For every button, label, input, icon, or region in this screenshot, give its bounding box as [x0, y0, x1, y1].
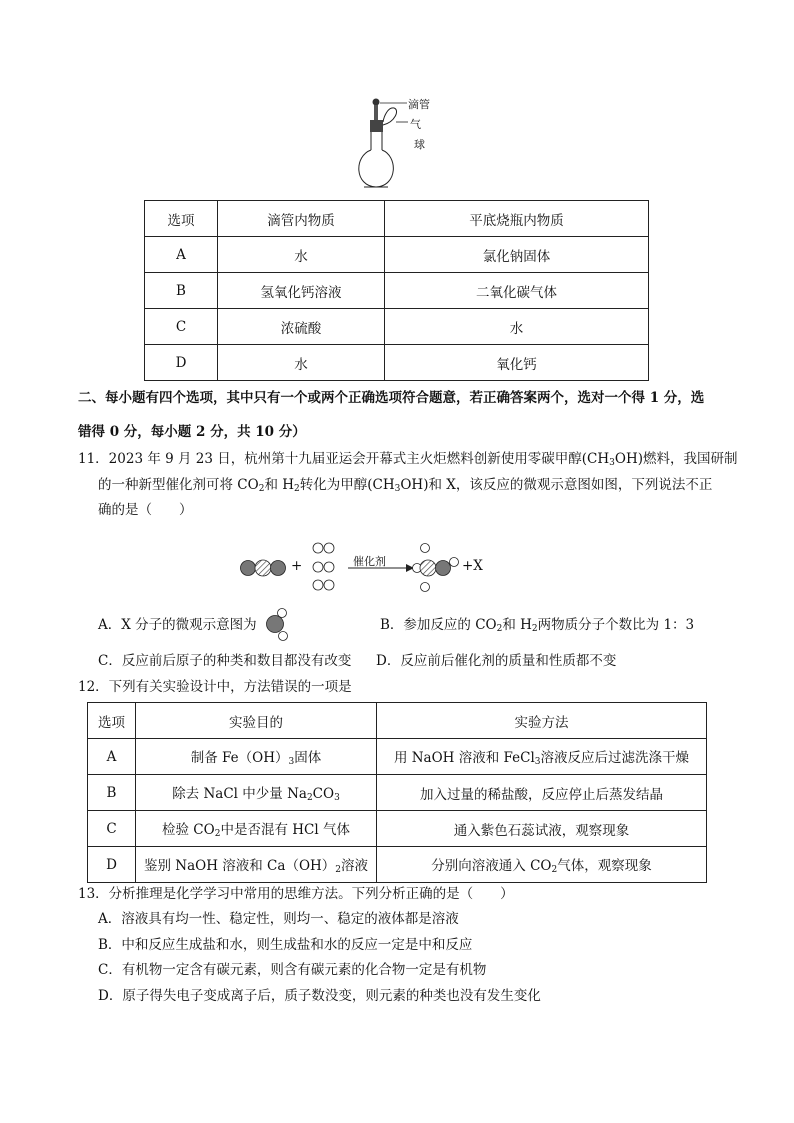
- table-cell: 氯化钠固体: [385, 237, 649, 273]
- catalyst-label: 催化剂: [353, 555, 386, 568]
- table-header: 选项: [88, 703, 136, 739]
- q12-stem: 12．下列有关实验设计中，方法错误的一项是: [78, 679, 352, 695]
- q11-option-c: C．反应前后原子的种类和数目都没有改变: [98, 653, 352, 669]
- table-cell: 通入紫色石蕊试液，观察现象: [377, 811, 707, 847]
- reaction-plus: +: [291, 558, 303, 574]
- table-cell: 制备 $Fe(OH)_3$固体: [136, 739, 377, 775]
- table-cell: D: [145, 345, 218, 381]
- table-row: [145, 309, 649, 345]
- table-header: 实验目的: [136, 703, 377, 739]
- q11-option-b: B．参加反应的 $CO_2$和 $H_2$两物质分子个数比为 1：3: [380, 617, 695, 634]
- q13-option-d: D．原子得失电子变成离子后，质子数没变，则元素的种类也没有发生变化: [98, 988, 541, 1004]
- table-cell: B: [88, 775, 136, 811]
- table-cell: 用 NaOH 溶液和 FeCl$_3$溶液反应后过滤洗涤干燥: [377, 739, 707, 775]
- x-molecule-icon: [262, 608, 294, 644]
- table-header: 选项: [145, 201, 218, 237]
- table-row: [88, 739, 707, 775]
- table-cell: 氢氧化钙溶液: [218, 273, 385, 309]
- q11-option-a: A．X 分子的微观示意图为: [98, 617, 257, 633]
- q13-option-c: C．有机物一定含有碳元素，则含有碳元素的化合物一定是有机物: [98, 962, 487, 978]
- reaction-plus-x: +X: [462, 558, 483, 574]
- table-row: [88, 775, 707, 811]
- balloon-label-1: 气: [410, 118, 421, 131]
- q13-option-b: B．中和反应生成盐和水，则生成盐和水的反应一定是中和反应: [98, 937, 473, 953]
- table-cell: A: [88, 739, 136, 775]
- q11-stem-line1: 11．2023 年 9 月 23 日，杭州第十九届亚运会开幕式主火炬燃料创新使用零碳甲醇$(CH_3OH)$燃料，我国研制: [78, 451, 738, 468]
- table-cell: 水: [218, 237, 385, 273]
- table-cell: 水: [218, 345, 385, 381]
- table-cell: 氧化钙: [385, 345, 649, 381]
- table-row: [88, 811, 707, 847]
- flask-apparatus-figure: [350, 92, 450, 192]
- table-cell: 浓硫酸: [218, 309, 385, 345]
- table-row: [145, 273, 649, 309]
- table-cell: 检验 $CO_2$中是否混有 HCl 气体: [136, 811, 377, 847]
- dropper-label: 滴管: [408, 98, 430, 111]
- table-cell: 二氧化碳气体: [385, 273, 649, 309]
- q13-stem: 13．分析推理是化学学习中常用的思维方法。下列分析正确的是（ ）: [78, 886, 514, 902]
- table-cell: 鉴别 NaOH 溶液和 $Ca(OH)_2$溶液: [136, 847, 377, 883]
- balloon-label-2: 球: [414, 138, 425, 151]
- table-cell: B: [145, 273, 218, 309]
- table-cell: 除去 NaCl 中少量 $Na_2CO_3$: [136, 775, 377, 811]
- table-experiments: [87, 702, 707, 883]
- table-cell: D: [88, 847, 136, 883]
- q13-option-a: A．溶液具有均一性、稳定性，则均一、稳定的液体都是溶液: [98, 911, 459, 927]
- table-row: [88, 847, 707, 883]
- table-cell: A: [145, 237, 218, 273]
- table-header: 滴管内物质: [218, 201, 385, 237]
- table-row: [145, 345, 649, 381]
- table-row: [145, 237, 649, 273]
- table-cell: 加入过量的稀盐酸，反应停止后蒸发结晶: [377, 775, 707, 811]
- table-header: 平底烧瓶内物质: [385, 201, 649, 237]
- table-header: 实验方法: [377, 703, 707, 739]
- table-cell: C: [88, 811, 136, 847]
- table-cell: 分别向溶液通入 $CO_2$气体，观察现象: [377, 847, 707, 883]
- q11-stem-line2: 的一种新型催化剂可将 $CO_2$和 $H_2$转化为甲醇$(CH_3OH)$和 X，该反应的微观示意图如图，下列说法不正: [98, 477, 713, 494]
- section2-heading-line2: 错得 0 分，每小题 2 分，共 10 分）: [78, 424, 306, 440]
- q11-option-d: D．反应前后催化剂的质量和性质都不变: [376, 653, 617, 669]
- table-cell: 水: [385, 309, 649, 345]
- table-cell: C: [145, 309, 218, 345]
- q11-stem-line3: 确的是（ ）: [98, 502, 193, 518]
- section2-heading-line1: 二、每小题有四个选项，其中只有一个或两个正确选项符合题意，若正确答案两个，选对一个得 1 分，选: [78, 390, 705, 406]
- table-reagents: [144, 200, 649, 381]
